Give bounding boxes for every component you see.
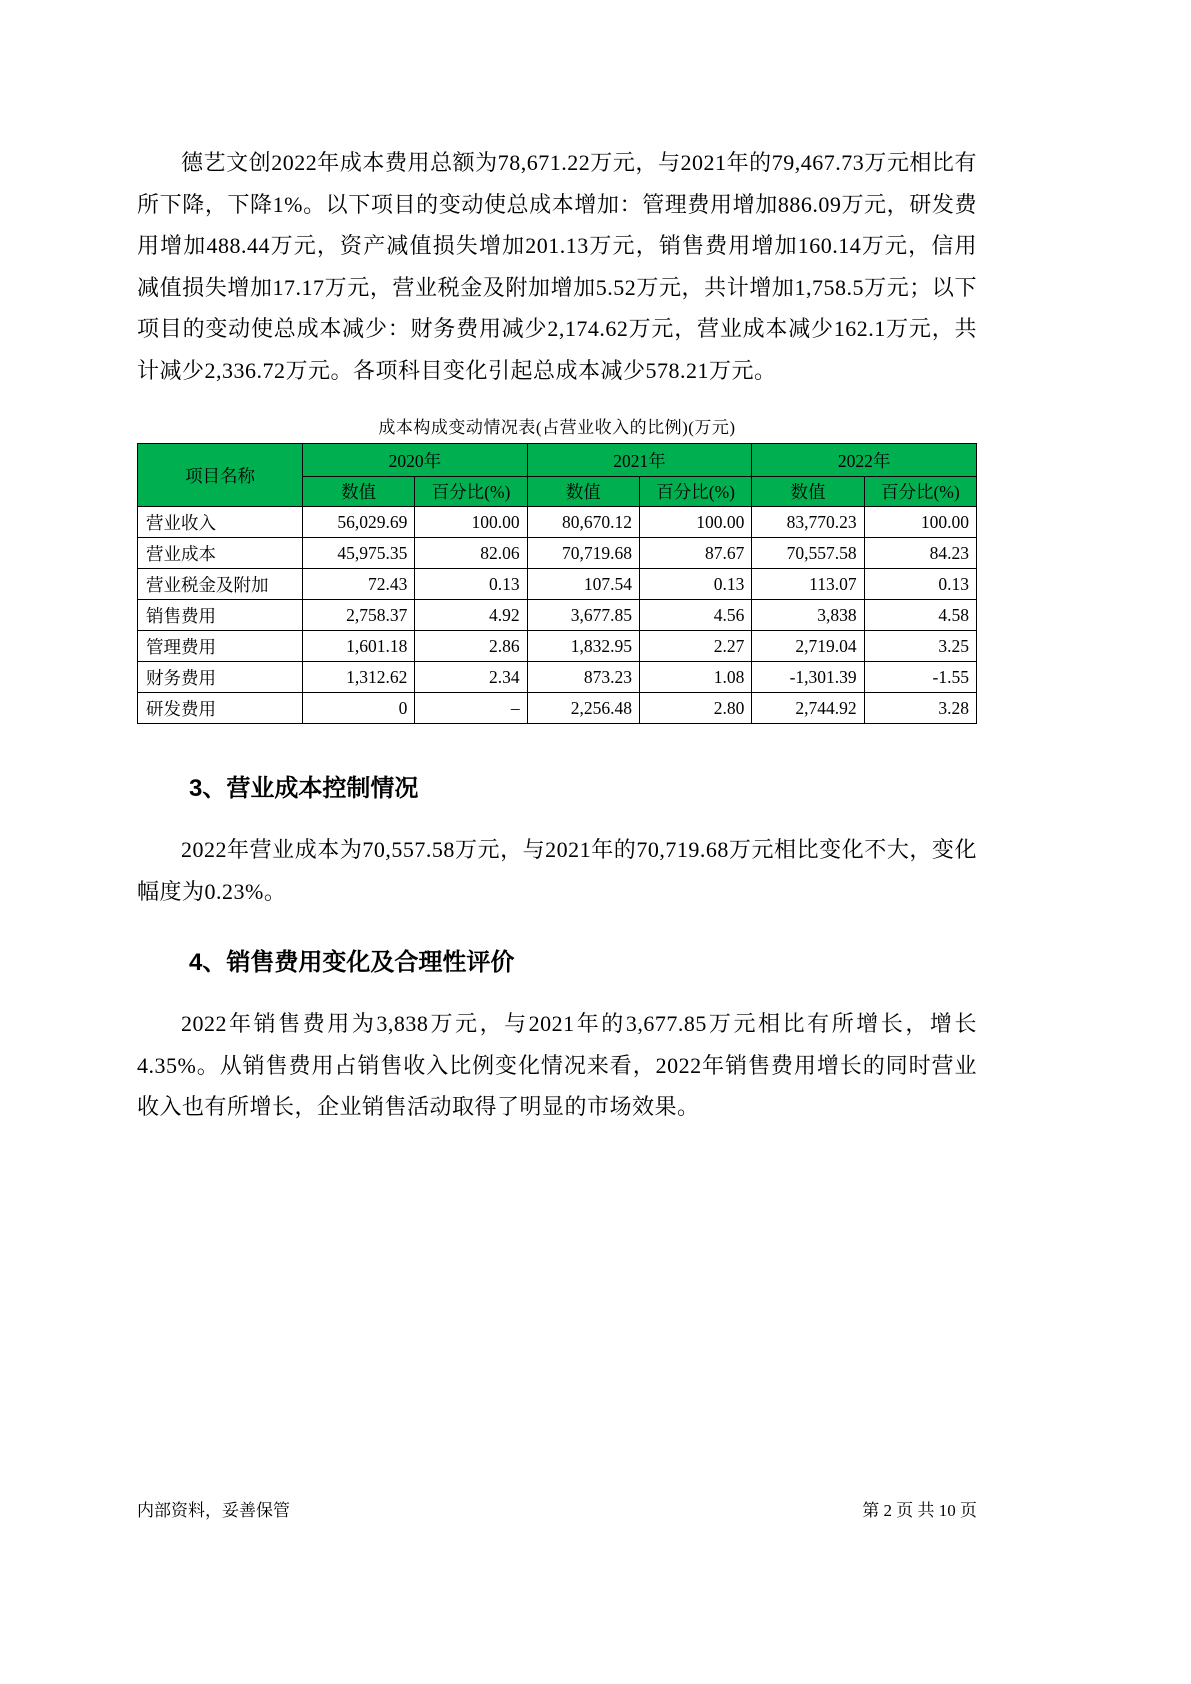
col-header-value-2020: 数值: [303, 477, 415, 507]
cell-value: 3,838: [752, 600, 864, 631]
cell-percent: 1.08: [639, 662, 751, 693]
cell-percent: 100.00: [415, 507, 527, 538]
col-header-percent-2022: 百分比(%): [864, 477, 976, 507]
cell-value: 2,744.92: [752, 693, 864, 724]
cell-percent: 82.06: [415, 538, 527, 569]
footer-confidential-note: 内部资料，妥善保管: [137, 1501, 290, 1520]
cell-percent: 4.56: [639, 600, 751, 631]
cell-value: 70,557.58: [752, 538, 864, 569]
table-row: [138, 569, 977, 600]
cell-value: 80,670.12: [527, 507, 639, 538]
cell-percent: 4.58: [864, 600, 976, 631]
cell-value: 113.07: [752, 569, 864, 600]
cell-value: 56,029.69: [303, 507, 415, 538]
cell-percent: 3.25: [864, 631, 976, 662]
table-row: [138, 600, 977, 631]
cell-value: 873.23: [527, 662, 639, 693]
table-row: [138, 693, 977, 724]
table-row: [138, 507, 977, 538]
row-name: 研发费用: [138, 693, 303, 724]
sales-expense-paragraph: 2022年销售费用为3,838万元，与2021年的3,677.85万元相比有所增长，增长4.35%。从销售费用占销售收入比例变化情况来看，2022年销售费用增长的同时营业收入也有所增长，企业销售活动取得了明显的市场效果。: [137, 1011, 977, 1119]
table-row: [138, 631, 977, 662]
cell-percent: 0.13: [415, 569, 527, 600]
cell-value: 72.43: [303, 569, 415, 600]
footer-page-number: 第 2 页 共 10 页: [862, 1501, 977, 1520]
cell-value: 0: [303, 693, 415, 724]
col-header-percent-2020: 百分比(%): [415, 477, 527, 507]
cell-value: 2,758.37: [303, 600, 415, 631]
col-header-item-name: 项目名称: [138, 444, 303, 507]
table-row: [138, 662, 977, 693]
cell-percent: –: [415, 693, 527, 724]
cell-percent: 87.67: [639, 538, 751, 569]
cell-percent: 2.34: [415, 662, 527, 693]
row-name: 营业收入: [138, 507, 303, 538]
table-caption: 成本构成变动情况表(占营业收入的比例)(万元): [378, 418, 736, 437]
col-header-year-2020: 2020年: [303, 444, 528, 477]
cell-value: -1,301.39: [752, 662, 864, 693]
row-name: 财务费用: [138, 662, 303, 693]
cell-value: 45,975.35: [303, 538, 415, 569]
cell-value: 1,312.62: [303, 662, 415, 693]
cell-value: 107.54: [527, 569, 639, 600]
cost-overview-paragraph: 德艺文创2022年成本费用总额为78,671.22万元，与2021年的79,467.73万元相比有所下降，下降1%。以下项目的变动使总成本增加：管理费用增加886.09万元，研发费用增加488.44万元，资产减值损失增加201.13万元，销售费用增加160.14万元，信用减值损失增加17.17万元，营业税金及附加增加5.52万元，共计增加1,758.5万元；以下项目的变动使总成本减少：财务费用减少2,174.62万元，营业成本减少162.1万元，共计减少2,336.72万元。各项科目变化引起总成本减少578.21万元。: [137, 150, 977, 383]
cell-value: 83,770.23: [752, 507, 864, 538]
row-name: 营业成本: [138, 538, 303, 569]
cell-percent: 0.13: [864, 569, 976, 600]
section-heading-cost-control: 3、营业成本控制情况: [189, 775, 419, 802]
table-header-year-row: [138, 444, 977, 477]
cell-percent: 100.00: [639, 507, 751, 538]
cell-percent: 2.27: [639, 631, 751, 662]
col-header-value-2022: 数值: [752, 477, 864, 507]
cost-control-paragraph: 2022年营业成本为70,557.58万元，与2021年的70,719.68万元相比变化不大，变化幅度为0.23%。: [137, 837, 977, 904]
table-row: [138, 538, 977, 569]
row-name: 营业税金及附加: [138, 569, 303, 600]
col-header-year-2022: 2022年: [752, 444, 977, 477]
page-footer: [137, 1496, 977, 1521]
cell-percent: 2.86: [415, 631, 527, 662]
cost-composition-table: [137, 443, 977, 724]
cell-percent: 2.80: [639, 693, 751, 724]
cell-value: 70,719.68: [527, 538, 639, 569]
cell-value: 2,256.48: [527, 693, 639, 724]
cell-percent: 3.28: [864, 693, 976, 724]
col-header-year-2021: 2021年: [527, 444, 752, 477]
cell-percent: 84.23: [864, 538, 976, 569]
section-heading-sales-expense: 4、销售费用变化及合理性评价: [189, 949, 515, 976]
cell-value: 3,677.85: [527, 600, 639, 631]
cell-percent: 4.92: [415, 600, 527, 631]
row-name: 销售费用: [138, 600, 303, 631]
cell-percent: 0.13: [639, 569, 751, 600]
row-name: 管理费用: [138, 631, 303, 662]
cell-percent: -1.55: [864, 662, 976, 693]
cell-value: 1,832.95: [527, 631, 639, 662]
col-header-value-2021: 数值: [527, 477, 639, 507]
cell-value: 1,601.18: [303, 631, 415, 662]
col-header-percent-2021: 百分比(%): [639, 477, 751, 507]
cell-value: 2,719.04: [752, 631, 864, 662]
cell-percent: 100.00: [864, 507, 976, 538]
